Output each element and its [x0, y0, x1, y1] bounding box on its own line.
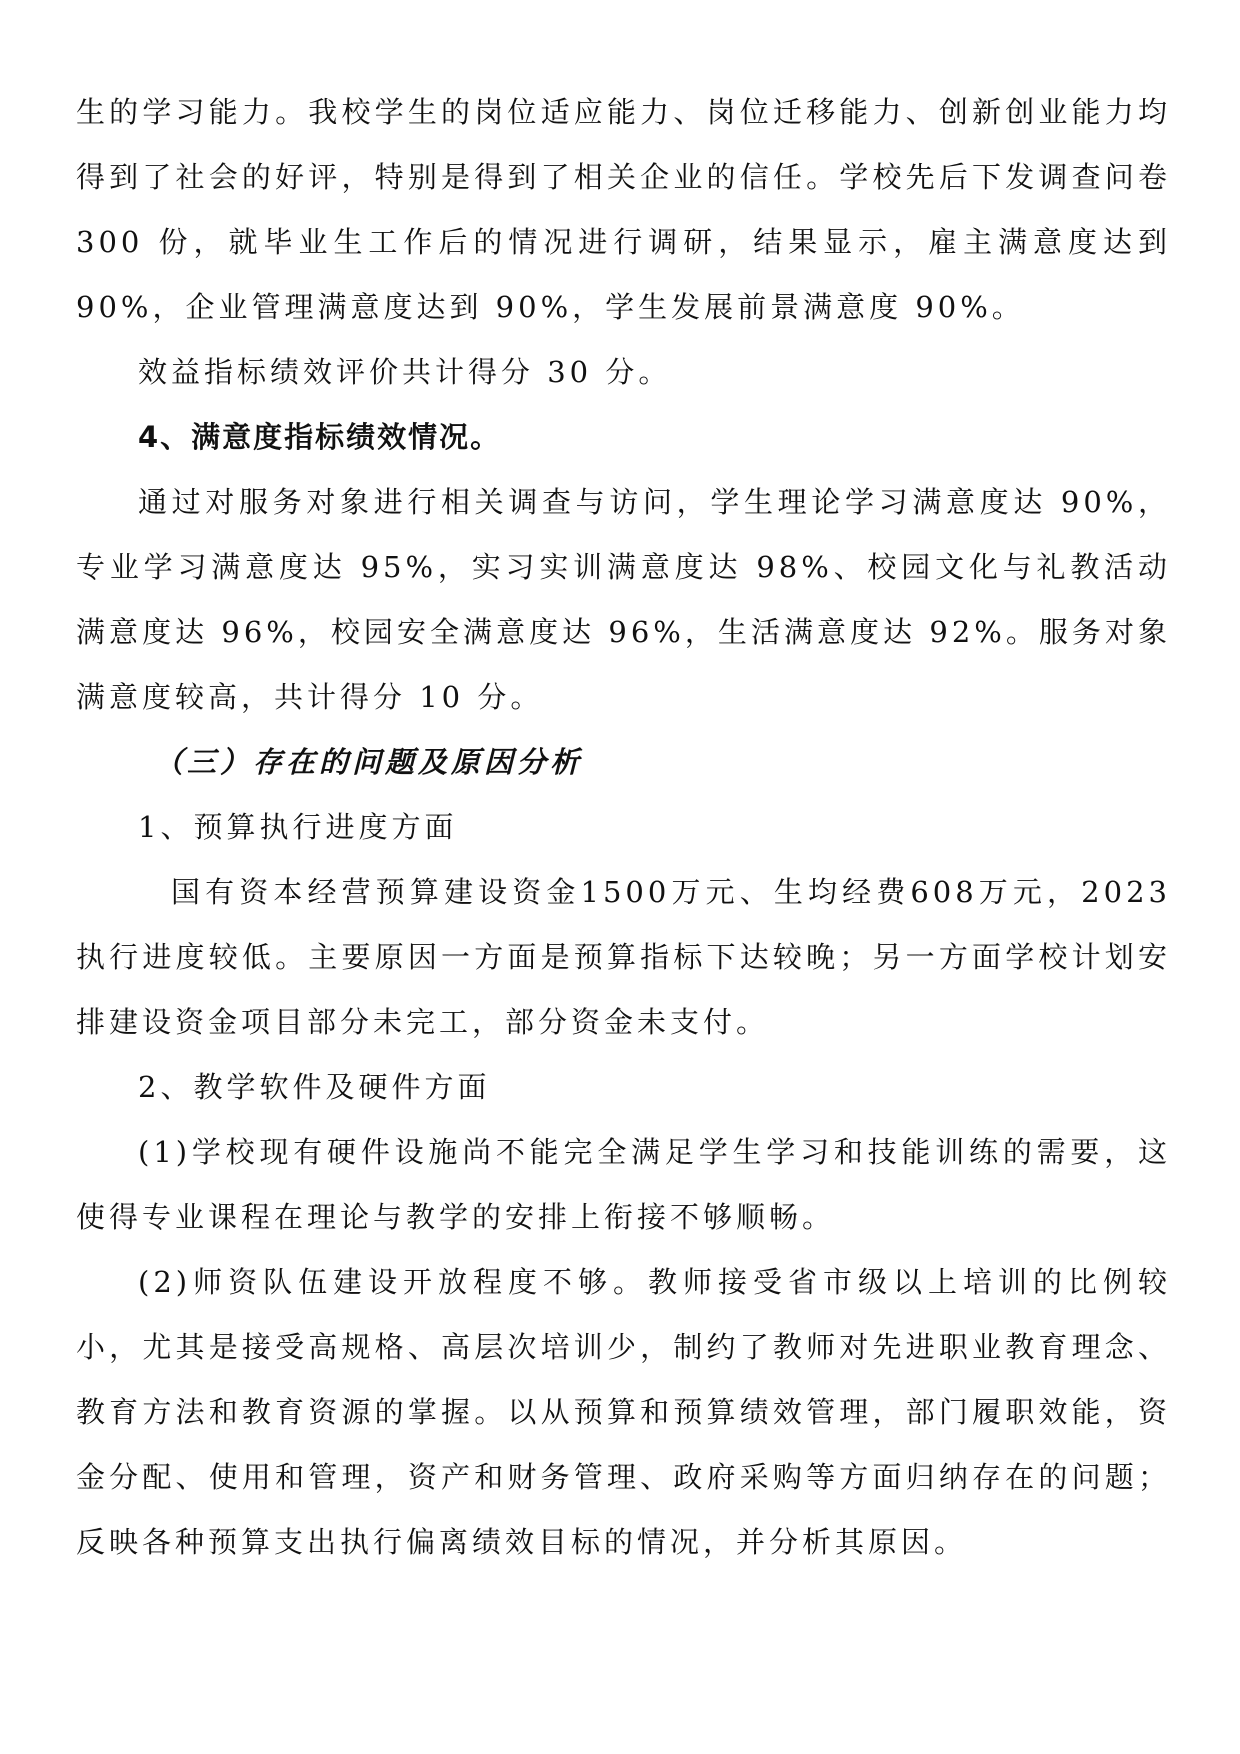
paragraph-budget-progress: 国有资本经营预算建设资金1500万元、生均经费608万元，2023执行进度较低。主要原因一方面是预算指标下达较晚；另一方面学校计划安排建设资金项目部分未完工，部分资金未支付。	[76, 875, 1171, 1039]
paragraph-benefit-score: 效益指标绩效评价共计得分 30 分。	[138, 355, 672, 389]
heading-budget-progress: 1、预算执行进度方面	[138, 810, 458, 844]
paragraph-teacher-training-issue: (2)师资队伍建设开放程度不够。教师接受省市级以上培训的比例较小，尤其是接受高规格、高层次培训少，制约了教师对先进职业教育理念、教育方法和教育资源的掌握。以从预算和预算绩效管理，部门履职效能，资金分配、使用和管理，资产和财务管理、政府采购等方面归纳存在的问题；反映各种预算支出执行偏离绩效目标的情况，并分析其原因。	[76, 1265, 1171, 1559]
paragraph-employer-satisfaction: 生的学习能力。我校学生的岗位适应能力、岗位迁移能力、创新创业能力均得到了社会的好评，特别是得到了相关企业的信任。学校先后下发调查问卷 300 份，就毕业生工作后的情况进行调研，结果显示，雇主满意度达到 90%，企业管理满意度达到 90%，学生发展前景满意度 90%。	[76, 95, 1171, 324]
heading-satisfaction-indicator: 4、满意度指标绩效情况。	[138, 420, 502, 454]
section-title-problems: （三）存在的问题及原因分析	[154, 745, 584, 779]
heading-teaching-hardware: 2、教学软件及硬件方面	[138, 1070, 491, 1104]
paragraph-service-satisfaction: 通过对服务对象进行相关调查与访问，学生理论学习满意度达 90%，专业学习满意度达 95%，实习实训满意度达 98%、校园文化与礼教活动满意度达 96%，校园安全满意度达 96%，生活满意度达 92%。服务对象满意度较高，共计得分 10 分。	[76, 485, 1171, 714]
document-body	[76, 80, 1171, 1575]
paragraph-hardware-issue: (1)学校现有硬件设施尚不能完全满足学生学习和技能训练的需要，这使得专业课程在理论与教学的安排上衔接不够顺畅。	[76, 1135, 1171, 1234]
